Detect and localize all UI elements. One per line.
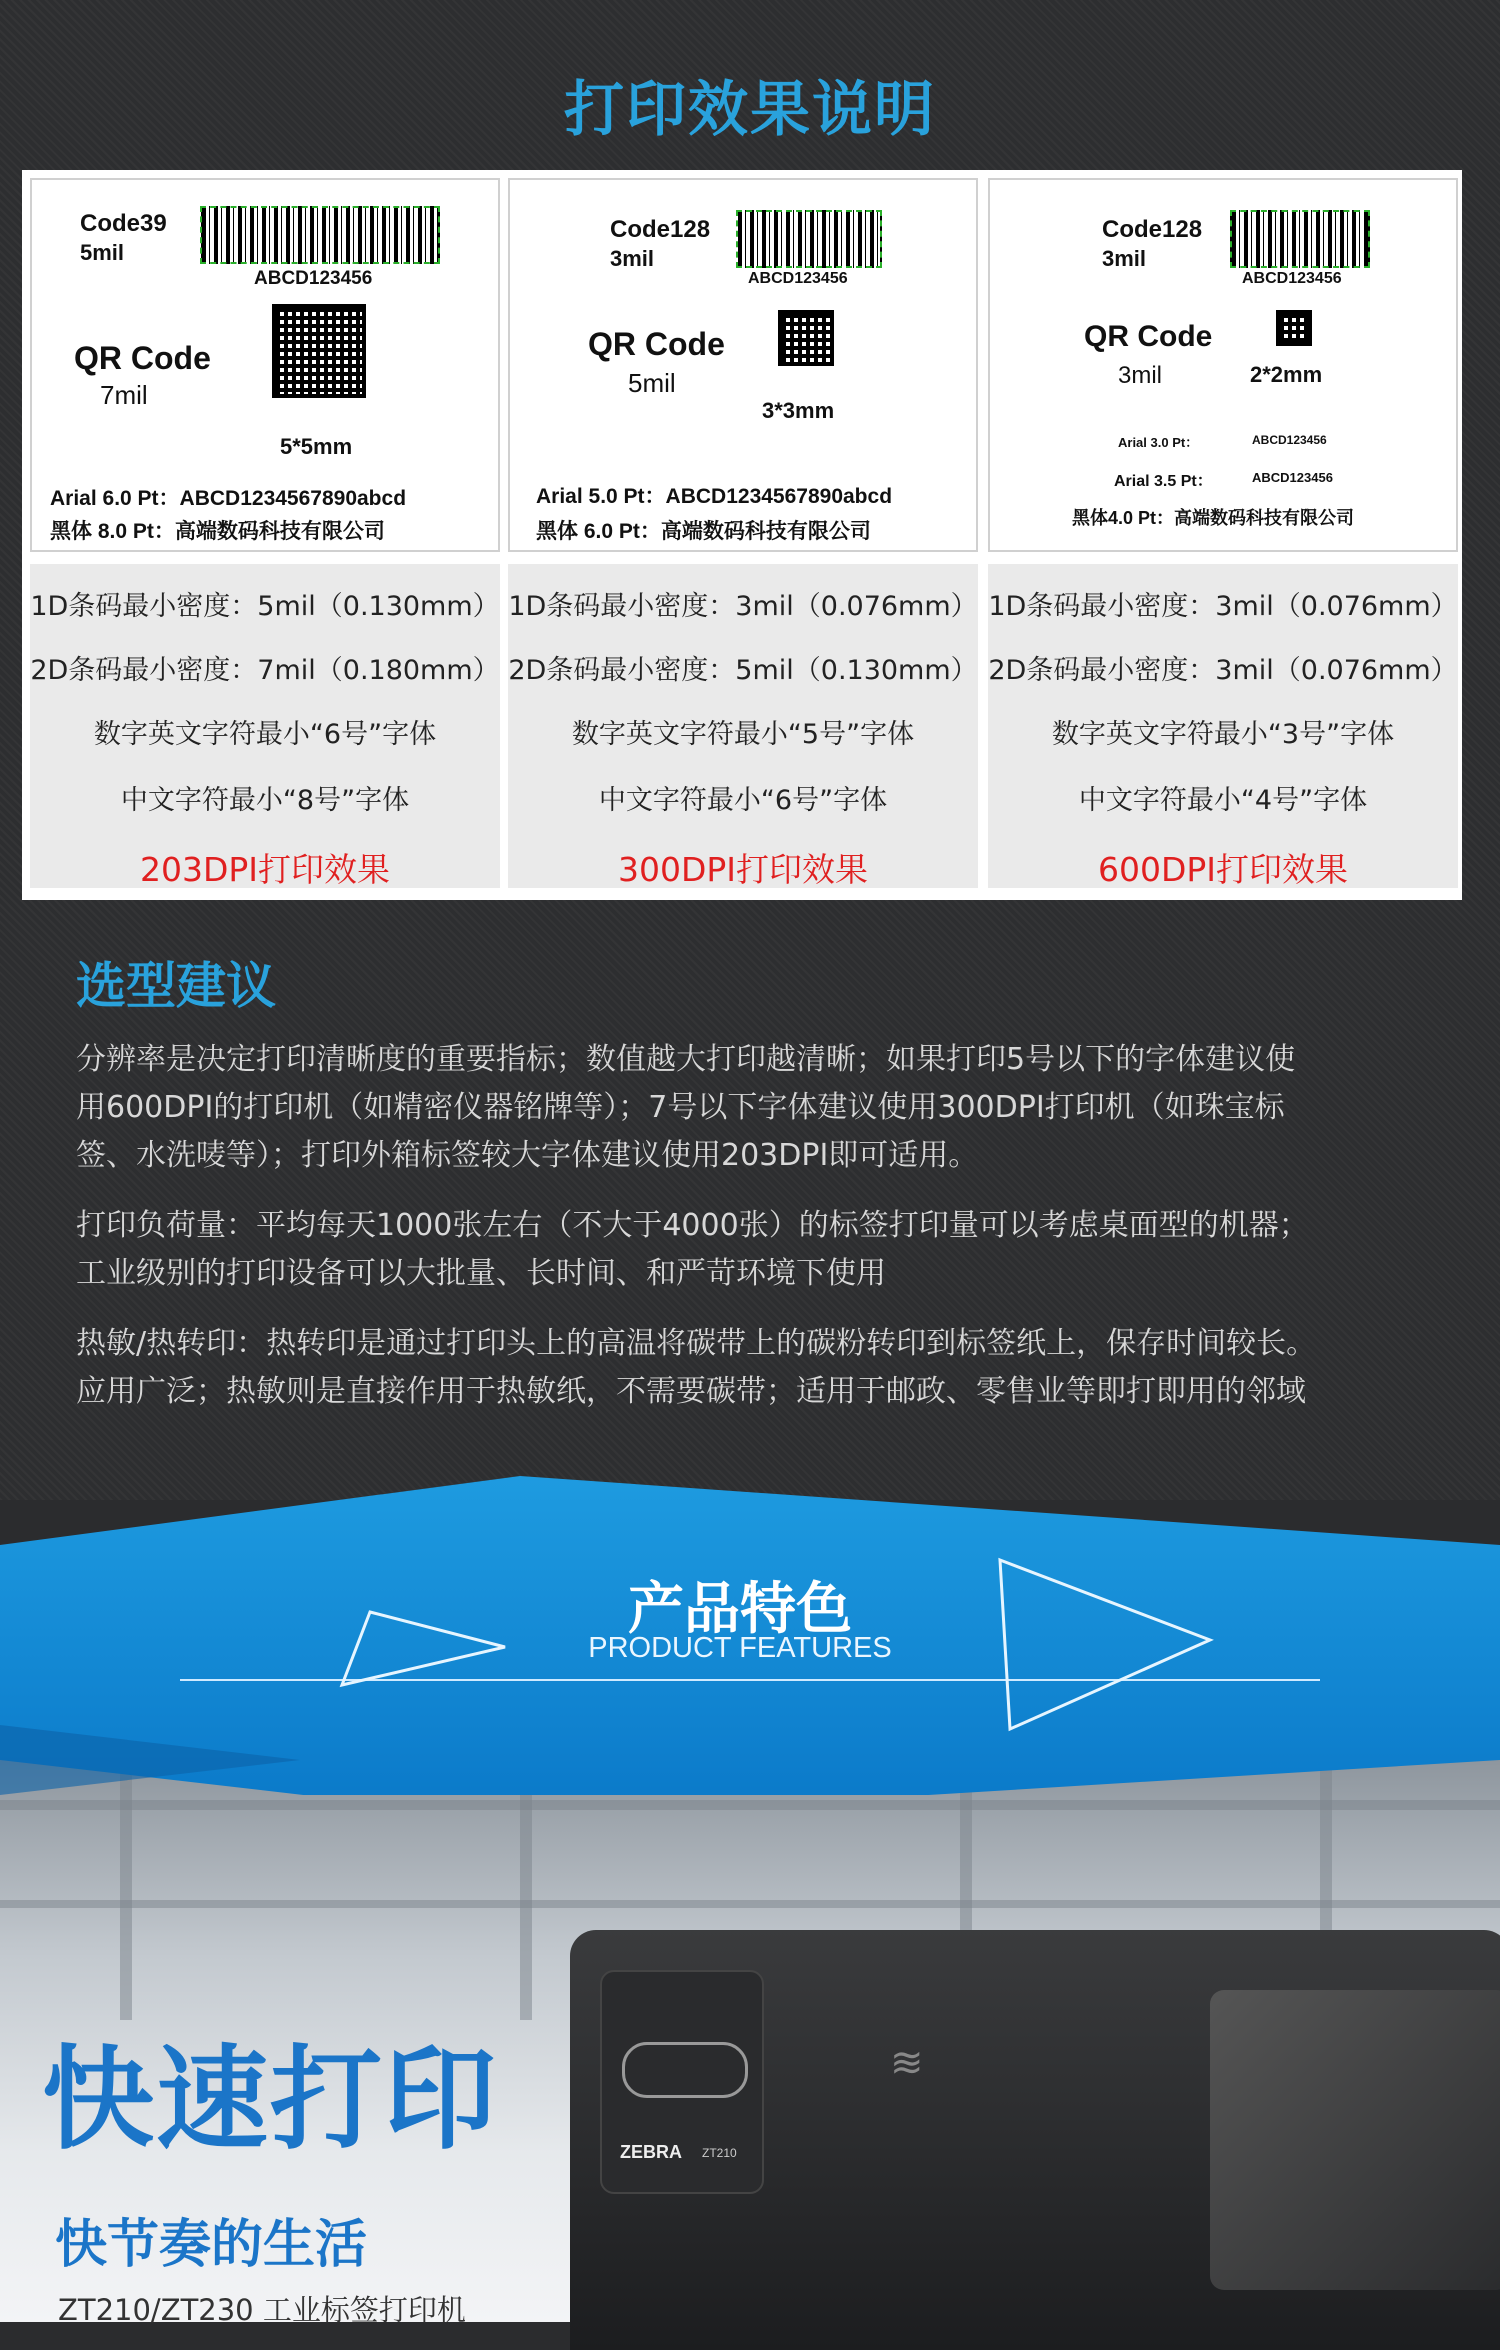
rack-beam (0, 1900, 1500, 1908)
barcode-image (200, 206, 440, 264)
control-panel (600, 1970, 764, 2194)
media-window (1210, 1990, 1500, 2290)
spec-1d-density: 1D条码最小密度：3mil（0.076mm） (508, 591, 978, 622)
barcode-image (1230, 210, 1370, 268)
barcode-size: 3mil (610, 246, 655, 271)
spec-chinese-font: 中文字符最小“6号”字体 (598, 785, 888, 816)
spec-list (30, 564, 500, 888)
spec-1d-density: 1D条码最小密度：5mil（0.130mm） (30, 591, 500, 622)
zebra-logo-icon: ≋ (890, 2040, 924, 2086)
barcode-image (736, 210, 882, 268)
qr-dimension: 3*3mm (762, 398, 835, 423)
barcode-type: Code128 (610, 216, 711, 243)
barcode-text: ABCD123456 (1242, 270, 1342, 287)
dpi-effect-label: 203DPI打印效果 (139, 850, 391, 889)
barcode-text: ABCD123456 (748, 270, 848, 287)
spec-latin-font: 数字英文字符最小“6号”字体 (93, 719, 437, 750)
barcode-type: Code128 (1102, 216, 1203, 243)
barcode-type: Code39 (80, 210, 167, 237)
qr-size: 7mil (100, 380, 148, 410)
printer-model-caption: ZT210/ZT230 工业标签打印机 (58, 2293, 466, 2327)
paragraph-load (76, 1202, 1456, 1298)
feature-title: 快速打印 (42, 2035, 498, 2165)
spec-2d-density: 2D条码最小密度：3mil（0.076mm） (988, 655, 1458, 686)
text-line: 分辨率是决定打印清晰度的重要指标；数值越大打印越清晰；如果打印5号以下的字体建议使 (76, 1042, 1296, 1077)
paragraph-resolution (76, 1036, 1456, 1180)
hei-sample-line: 黑体 6.0 Pt：高端数码科技有限公司 (536, 520, 871, 543)
sample-label (30, 178, 500, 552)
barcode-size: 3mil (1102, 246, 1147, 271)
spec-chinese-font: 中文字符最小“8号”字体 (120, 785, 410, 816)
spec-list (508, 564, 978, 888)
panel-203dpi (30, 178, 500, 888)
dpi-effect-label: 300DPI打印效果 (617, 850, 869, 889)
barcode-size: 5mil (80, 240, 125, 265)
printer-brand: ZEBRA (620, 2142, 682, 2162)
spec-latin-font: 数字英文字符最小“5号”字体 (571, 719, 915, 750)
section-title-print-effect: 打印效果说明 (564, 75, 936, 145)
arial-sample-line: Arial 5.0 Pt：ABCD1234567890abcd (536, 485, 893, 508)
qr-code-image (1276, 310, 1312, 346)
qr-size: 5mil (628, 368, 676, 398)
qr-dimension: 5*5mm (280, 434, 353, 459)
rack-post (120, 1760, 132, 2020)
spec-2d-density: 2D条码最小密度：7mil（0.180mm） (30, 655, 500, 686)
rack-post (520, 1760, 532, 2020)
paragraph-thermal (76, 1320, 1456, 1416)
control-buttons (622, 2042, 748, 2098)
barcode-text: ABCD123456 (254, 268, 373, 289)
text-line: 签、水洗唛等）；打印外箱标签较大字体建议使用203DPI即可适用。 (76, 1138, 979, 1173)
text-line: 热敏/热转印：热转印是通过打印头上的高温将碳带上的碳粉转印到标签纸上，保存时间较长。 (76, 1326, 1317, 1361)
spec-chinese-font: 中文字符最小“4号”字体 (1078, 785, 1368, 816)
panel-600dpi (988, 178, 1458, 888)
text-line: 用600DPI的打印机（如精密仪器铭牌等）；7号以下字体建议使用300DPI打印机（如珠宝标 (76, 1090, 1285, 1125)
feature-subtitle: 快节奏的生活 (55, 2215, 368, 2275)
spec-list (988, 564, 1458, 888)
dpi-effect-label: 600DPI打印效果 (1097, 850, 1349, 889)
printer-image (570, 1930, 1500, 2350)
text-line: 应用广泛；热敏则是直接作用于热敏纸，不需要碳带；适用于邮政、零售业等即打即用的邻域 (76, 1374, 1306, 1409)
hei-sample-line: 黑体4.0 Pt：高端数码科技有限公司 (1072, 508, 1355, 528)
arial-3pt-value: ABCD123456 (1252, 433, 1327, 447)
sample-label (988, 178, 1458, 552)
arial-3pt-label: Arial 3.0 Pt： (1118, 435, 1199, 450)
printer-model: ZT210 (702, 2146, 737, 2160)
text-line: 工业级别的打印设备可以大批量、长时间、和严苛环境下使用 (76, 1256, 886, 1291)
qr-code-image (778, 310, 834, 366)
arial-35pt-value: ABCD123456 (1252, 470, 1333, 485)
text-line: 打印负荷量：平均每天1000张左右（不大于4000张）的标签打印量可以考虑桌面型的机器； (76, 1208, 1309, 1243)
qr-dimension: 2*2mm (1250, 362, 1323, 387)
banner-subtitle: PRODUCT FEATURES (588, 1632, 892, 1664)
spec-1d-density: 1D条码最小密度：3mil（0.076mm） (988, 591, 1458, 622)
arial-35pt-label: Arial 3.5 Pt： (1114, 473, 1213, 490)
banner-title: 产品特色 (628, 1577, 852, 1642)
qr-label: QR Code (1084, 320, 1213, 353)
panel-300dpi (508, 178, 978, 888)
section-title-selection: 选型建议 (76, 957, 276, 1015)
qr-label: QR Code (74, 340, 211, 376)
hei-sample-line: 黑体 8.0 Pt：高端数码科技有限公司 (50, 520, 385, 543)
qr-code-image (272, 304, 366, 398)
qr-size: 3mil (1118, 362, 1163, 389)
qr-label: QR Code (588, 326, 725, 362)
arial-sample-line: Arial 6.0 Pt：ABCD1234567890abcd (50, 487, 407, 510)
spec-2d-density: 2D条码最小密度：5mil（0.130mm） (508, 655, 978, 686)
print-samples-board (22, 170, 1462, 900)
spec-latin-font: 数字英文字符最小“3号”字体 (1051, 719, 1395, 750)
rack-beam (0, 1800, 1500, 1810)
sample-label (508, 178, 978, 552)
